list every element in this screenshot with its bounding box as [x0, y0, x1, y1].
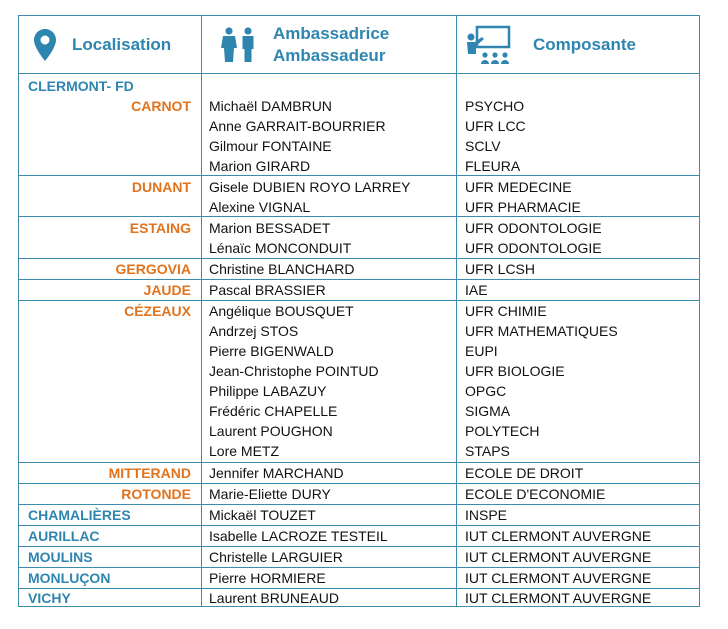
composante-name: UFR MEDECINE [465, 179, 572, 195]
ambassador-name: Christelle LARGUIER [209, 549, 343, 565]
ambassador-name: Anne GARRAIT-BOURRIER [209, 118, 386, 134]
column-divider [456, 16, 457, 606]
composante-name: UFR LCSH [465, 261, 536, 277]
composante-name: UFR BIOLOGIE [465, 363, 565, 379]
composante-name: UFR ODONTOLOGIE [465, 220, 602, 236]
composante-name: FLEURA [465, 158, 521, 174]
location-chamalieres: CHAMALIÈRES [28, 507, 131, 523]
composante-name: IUT CLERMONT AUVERGNE [465, 549, 652, 565]
composante-name: IAE [465, 282, 488, 298]
location-vichy: VICHY [28, 590, 71, 606]
location-estaing: ESTAING [129, 220, 191, 236]
ambassador-name: Alexine VIGNAL [209, 199, 311, 215]
location-dunant: DUNANT [131, 179, 191, 195]
composante-name: UFR MATHEMATIQUES [465, 323, 618, 339]
composante-name: ECOLE DE DROIT [465, 465, 584, 481]
composante-name: IUT CLERMONT AUVERGNE [465, 590, 652, 606]
header-ambassadrice-label: Ambassadrice [273, 23, 390, 43]
ambassador-name: Pierre HORMIERE [209, 570, 326, 586]
ambassadors-table [18, 15, 700, 607]
header-composante [465, 16, 636, 73]
header-ambassadeur-label: Ambassadeur [273, 45, 386, 65]
location-mitterand: MITTERAND [108, 465, 191, 481]
ambassador-name: Christine BLANCHARD [209, 261, 355, 277]
map-pin-icon [34, 29, 56, 61]
ambassador-name: Pierre BIGENWALD [209, 343, 334, 359]
composante-name: UFR ODONTOLOGIE [465, 240, 602, 256]
composante-name: POLYTECH [465, 423, 540, 439]
composante-name: IUT CLERMONT AUVERGNE [465, 570, 652, 586]
header-localisation [34, 16, 171, 73]
composante-name: EUPI [465, 343, 498, 359]
ambassador-name: Lénaïc MONCONDUIT [209, 240, 352, 256]
ambassador-name: Gilmour FONTAINE [209, 138, 332, 154]
ambassador-name: Angélique BOUSQUET [209, 303, 354, 319]
ambassador-name: Marie-Eliette DURY [209, 486, 331, 502]
location-moulins: MOULINS [28, 549, 93, 565]
column-divider [201, 16, 202, 606]
location-montlucon: MONLUÇON [28, 570, 111, 586]
ambassador-name: Laurent BRUNEAUD [209, 590, 339, 606]
ambassador-name: Mickaël TOUZET [209, 507, 316, 523]
location-aurillac: AURILLAC [28, 528, 100, 544]
composante-name: SIGMA [465, 403, 511, 419]
composante-name: STAPS [465, 443, 510, 459]
ambassador-name: Pascal BRASSIER [209, 282, 326, 298]
composante-name: ECOLE D'ECONOMIE [465, 486, 606, 502]
ambassador-name: Jennifer MARCHAND [209, 465, 344, 481]
location-gergovia: GERGOVIA [115, 261, 191, 277]
ambassador-name: Gisele DUBIEN ROYO LARREY [209, 179, 411, 195]
header-composante-label: Composante [533, 34, 636, 54]
location-cezeaux: CÉZEAUX [124, 303, 191, 319]
ambassador-name: Jean-Christophe POINTUD [209, 363, 379, 379]
location-clermont: CLERMONT- FD [28, 78, 134, 94]
people-icon [219, 27, 259, 63]
composante-name: OPGC [465, 383, 507, 399]
composante-name: INSPE [465, 507, 508, 523]
ambassador-name: Andrzej STOS [209, 323, 299, 339]
ambassador-name: Isabelle LACROZE TESTEIL [209, 528, 388, 544]
composante-name: PSYCHO [465, 98, 525, 114]
ambassador-name: Philippe LABAZUY [209, 383, 327, 399]
header-ambassadeur [219, 16, 389, 73]
ambassador-name: Laurent POUGHON [209, 423, 333, 439]
composante-name: UFR CHIMIE [465, 303, 547, 319]
ambassador-name: Marion GIRARD [209, 158, 311, 174]
location-rotonde: ROTONDE [121, 486, 191, 502]
ambassador-name: Michaël DAMBRUN [209, 98, 332, 114]
composante-name: SCLV [465, 138, 501, 154]
composante-name: IUT CLERMONT AUVERGNE [465, 528, 652, 544]
ambassador-name: Marion BESSADET [209, 220, 331, 236]
location-carnot: CARNOT [131, 98, 191, 114]
ambassador-name: Frédéric CHAPELLE [209, 403, 338, 419]
composante-name: UFR LCC [465, 118, 526, 134]
header-localisation-label: Localisation [72, 34, 172, 54]
ambassador-name: Lore METZ [209, 443, 280, 459]
location-jaude: JAUDE [143, 282, 191, 298]
teacher-board-icon [465, 25, 513, 65]
composante-name: UFR PHARMACIE [465, 199, 581, 215]
